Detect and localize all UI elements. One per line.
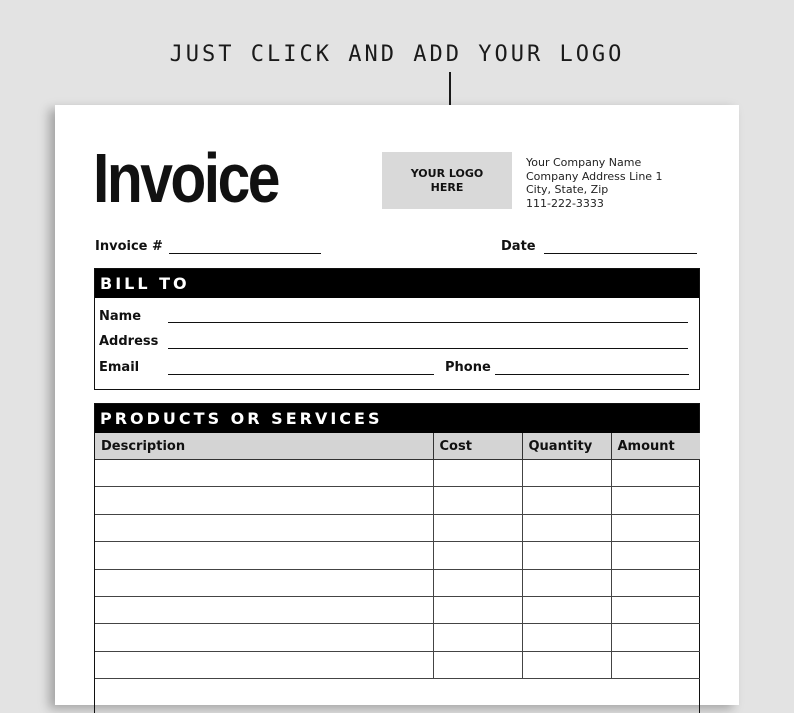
description-cell[interactable]	[95, 569, 433, 596]
quantity-cell[interactable]	[522, 624, 611, 651]
products-table	[95, 433, 700, 679]
email-label: Email	[99, 360, 140, 375]
table-row	[95, 487, 700, 514]
column-header-amount: Amount	[611, 433, 700, 460]
description-cell[interactable]	[95, 514, 433, 541]
column-header-cost: Cost	[433, 433, 522, 460]
name-field[interactable]	[168, 308, 688, 323]
amount-cell[interactable]	[611, 596, 700, 623]
email-field[interactable]	[168, 360, 434, 375]
quantity-cell[interactable]	[522, 487, 611, 514]
table-row	[95, 569, 700, 596]
cost-cell[interactable]	[433, 624, 522, 651]
description-cell[interactable]	[95, 460, 433, 487]
address-label: Address	[99, 334, 159, 349]
company-address: Company Address Line 1	[526, 169, 663, 183]
instruction-banner: JUST CLICK AND ADD YOUR LOGO	[169, 42, 625, 67]
quantity-cell[interactable]	[522, 514, 611, 541]
company-city: City, State, Zip	[526, 183, 609, 196]
table-row	[95, 460, 700, 487]
phone-field[interactable]	[495, 360, 689, 375]
company-phone: 111-222-3333	[526, 196, 604, 210]
amount-cell[interactable]	[611, 460, 700, 487]
cost-cell[interactable]	[433, 514, 522, 541]
cost-cell[interactable]	[433, 569, 522, 596]
column-header-quantity: Quantity	[522, 433, 611, 460]
cost-cell[interactable]	[433, 487, 522, 514]
invoice-title: Invoice	[93, 139, 278, 217]
date-label: Date	[501, 239, 536, 254]
amount-cell[interactable]	[611, 651, 700, 678]
logo-placeholder[interactable]: YOUR LOGO HERE	[382, 152, 512, 209]
description-cell[interactable]	[95, 651, 433, 678]
amount-cell[interactable]	[611, 624, 700, 651]
table-row	[95, 624, 700, 651]
quantity-cell[interactable]	[522, 651, 611, 678]
cost-cell[interactable]	[433, 596, 522, 623]
phone-label: Phone	[445, 360, 491, 375]
bill-to-heading: BILL TO	[95, 269, 699, 298]
products-heading: PRODUCTS OR SERVICES	[95, 404, 699, 433]
quantity-cell[interactable]	[522, 596, 611, 623]
quantity-cell[interactable]	[522, 542, 611, 569]
amount-cell[interactable]	[611, 487, 700, 514]
quantity-cell[interactable]	[522, 569, 611, 596]
company-info	[526, 156, 663, 210]
cost-cell[interactable]	[433, 460, 522, 487]
table-row	[95, 651, 700, 678]
table-row	[95, 542, 700, 569]
quantity-cell[interactable]	[522, 460, 611, 487]
table-row	[95, 596, 700, 623]
name-label: Name	[99, 309, 142, 324]
bill-to-section	[94, 268, 700, 390]
amount-cell[interactable]	[611, 514, 700, 541]
cost-cell[interactable]	[433, 542, 522, 569]
column-header-description: Description	[95, 433, 433, 460]
invoice-number-field[interactable]	[169, 239, 321, 254]
invoice-sheet	[55, 105, 739, 705]
table-row	[95, 514, 700, 541]
amount-cell[interactable]	[611, 542, 700, 569]
description-cell[interactable]	[95, 542, 433, 569]
description-cell[interactable]	[95, 596, 433, 623]
company-name: Your Company Name	[526, 156, 642, 169]
cost-cell[interactable]	[433, 651, 522, 678]
table-header-row	[95, 433, 700, 460]
amount-cell[interactable]	[611, 569, 700, 596]
description-cell[interactable]	[95, 624, 433, 651]
description-cell[interactable]	[95, 487, 433, 514]
address-field[interactable]	[168, 334, 688, 349]
invoice-number-label: Invoice #	[95, 239, 163, 254]
products-section	[94, 403, 700, 713]
date-field[interactable]	[544, 239, 697, 254]
